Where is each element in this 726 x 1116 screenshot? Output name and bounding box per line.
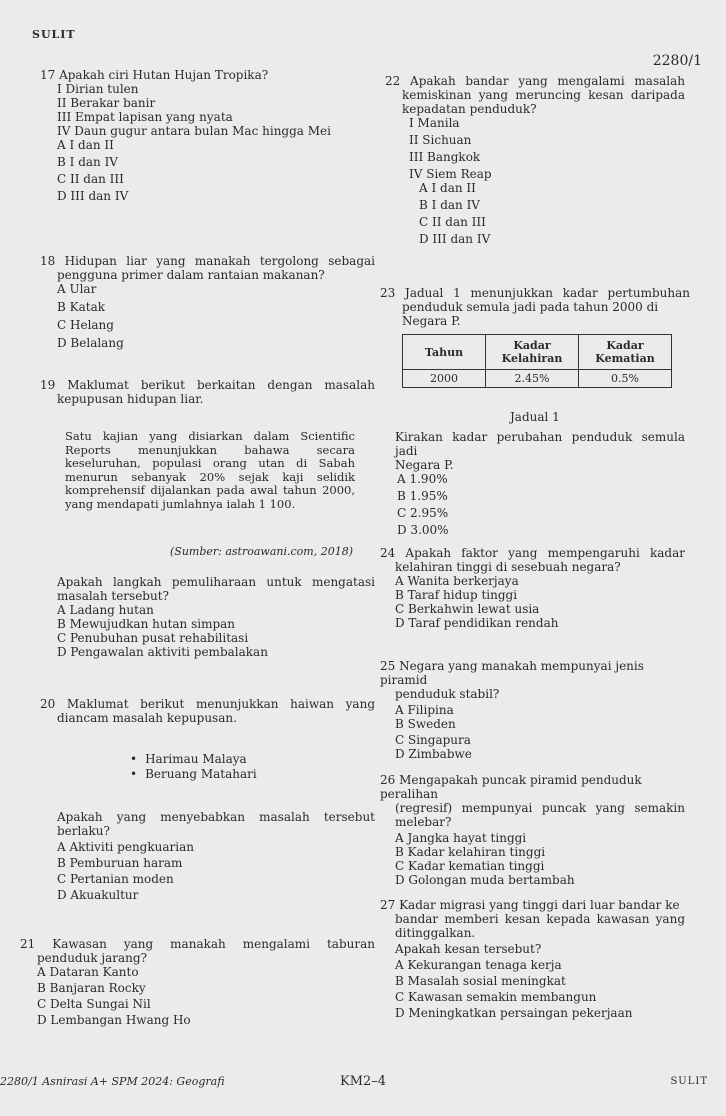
option-a[interactable]: A Ular	[57, 282, 97, 296]
question-20	[40, 697, 375, 725]
option-b[interactable]: B Mewujudkan hutan simpan	[57, 617, 236, 631]
option-b[interactable]: B Katak	[57, 300, 105, 314]
stem-line: Apakah yang menyebabkan masalah tersebut	[57, 810, 375, 824]
question-20-stem	[57, 810, 375, 902]
option-a[interactable]: A 1.90%	[397, 472, 448, 486]
option-a[interactable]: A Aktiviti pengkuarian	[57, 840, 194, 854]
question-26-title: 26 Mengapakah puncak piramid penduduk peralihan	[380, 773, 642, 801]
option-d[interactable]: D Akuakultur	[57, 888, 139, 902]
bullet-item: • Harimau Malaya	[130, 752, 270, 767]
question-20-title-cont: diancam masalah kepupusan.	[57, 711, 237, 725]
item: III Empat lapisan yang nyata	[57, 110, 233, 124]
question-19	[40, 378, 375, 406]
question-21-title-cont: penduduk jarang?	[37, 951, 148, 965]
option-d[interactable]: D Meningkatkan persaingan pekerjaan	[395, 1006, 633, 1020]
info-line: yang mendapati jumlahnya ialah 1 100.	[65, 496, 296, 511]
option-b[interactable]: B Banjaran Rocky	[37, 981, 146, 995]
option-d[interactable]: D Zimbabwe	[395, 747, 472, 761]
bullet-item: • Beruang Matahari	[130, 767, 270, 782]
option-c[interactable]: C Kadar kematian tinggi	[395, 859, 545, 873]
option-c[interactable]: C 2.95%	[397, 506, 449, 520]
jadual-1-table	[402, 334, 672, 388]
option-c[interactable]: C Kawasan semakin membangun	[395, 990, 597, 1004]
question-22-title: 22 Apakah bandar yang mengalami masalah	[385, 74, 685, 88]
item: IV Daun gugur antara bulan Mac hingga Mei	[57, 124, 331, 138]
footer-page-code: KM2–4	[340, 1074, 387, 1089]
option-d[interactable]: D Golongan muda bertambah	[395, 873, 575, 887]
animal-list	[130, 752, 270, 782]
question-27-title-cont: bandar memberi kesan kepada kawasan yang	[395, 912, 685, 926]
item: III Bangkok	[409, 150, 481, 164]
question-26-title-cont: melebar?	[395, 815, 452, 829]
item: IV Siem Reap	[409, 167, 492, 181]
option-d[interactable]: D Belalang	[57, 336, 124, 350]
question-19-title: 19 Maklumat berikut berkaitan dengan masalah	[40, 378, 375, 392]
option-c[interactable]: C Singapura	[395, 733, 471, 747]
option-c[interactable]: C Penubuhan pusat rehabilitasi	[57, 631, 249, 645]
stem-line: masalah tersebut?	[57, 589, 169, 603]
info-line: Satu kajian yang disiarkan dalam Scientific	[65, 429, 355, 443]
info-line: keseluruhan, populasi orang utan di Sabah	[65, 456, 355, 470]
option-a[interactable]: A Dataran Kanto	[37, 965, 139, 979]
option-c[interactable]: C Helang	[57, 318, 114, 332]
question-26-title-cont: (regresif) mempunyai puncak yang semakin	[395, 801, 685, 815]
option-c[interactable]: C Berkahwin lewat usia	[395, 602, 540, 616]
info-line: Reports menunjukkan bahawa secara	[65, 442, 355, 457]
question-24-title: 24 Apakah faktor yang mempengaruhi kadar	[380, 546, 685, 560]
cell: 0.5%	[579, 370, 672, 388]
option-c[interactable]: C Delta Sungai Nil	[37, 997, 151, 1011]
item: I Manila	[409, 116, 460, 130]
info-line: menurun sebanyak 20% sejak kaji selidik	[65, 469, 355, 484]
question-25-title-cont: penduduk stabil?	[395, 687, 500, 701]
stem-line: Kirakan kadar perubahan penduduk semula jadi	[395, 430, 685, 458]
question-27-title-cont: ditinggalkan.	[395, 926, 476, 940]
question-26	[380, 773, 685, 887]
question-19-title-cont: kepupusan hidupan liar.	[57, 392, 204, 406]
question-22	[385, 74, 685, 246]
question-22-title-cont: kemiskinan yang meruncing kesan daripada	[402, 88, 685, 102]
question-24-title-cont: kelahiran tinggi di sesebuah negara?	[395, 560, 621, 574]
item: II Berakar banir	[57, 96, 156, 110]
option-a[interactable]: A Ladang hutan	[57, 603, 154, 617]
option-b[interactable]: B Masalah sosial meningkat	[395, 974, 566, 988]
question-25-title: 25 Negara yang manakah mempunyai jenis piramid	[380, 659, 644, 687]
option-b[interactable]: B Kadar kelahiran tinggi	[395, 845, 546, 859]
col-header-tahun: Tahun	[403, 335, 486, 370]
option-d[interactable]: D Lembangan Hwang Ho	[37, 1013, 191, 1027]
option-a[interactable]: A Jangka hayat tinggi	[395, 831, 527, 845]
option-a[interactable]: A I dan II	[57, 138, 114, 152]
option-d[interactable]: D III dan IV	[57, 189, 129, 203]
stem-line: Negara P.	[395, 458, 454, 472]
question-23-title-cont: penduduk semula jadi pada tahun 2000 di Negara P.	[402, 300, 659, 328]
option-b[interactable]: B Sweden	[395, 717, 456, 731]
option-b[interactable]: B Taraf hidup tinggi	[395, 588, 518, 602]
option-d[interactable]: D Taraf pendidikan rendah	[395, 616, 559, 630]
footer-right: SULIT	[670, 1076, 708, 1087]
stem-line: Apakah langkah pemuliharaan untuk mengatasi	[57, 575, 375, 589]
option-c[interactable]: C Pertanian moden	[57, 872, 174, 886]
question-27	[380, 898, 685, 1020]
footer-left: 2280/1 Asnirasi A+ SPM 2024: Geografi	[0, 1075, 225, 1088]
option-b[interactable]: B I dan IV	[419, 198, 480, 212]
question-23-stem	[395, 430, 685, 537]
question-27-stem: Apakah kesan tersebut?	[395, 942, 542, 956]
question-23	[380, 286, 690, 328]
option-c[interactable]: C II dan III	[419, 215, 486, 229]
table-row	[403, 370, 672, 388]
question-18	[40, 254, 375, 350]
item: I Dirian tulen	[57, 82, 139, 96]
question-25	[380, 659, 685, 761]
question-27-title: 27 Kadar migrasi yang tinggi dari luar bandar ke	[380, 898, 680, 912]
question-22-title-cont: kepadatan penduduk?	[402, 102, 537, 116]
question-19-stem	[57, 575, 375, 659]
cell: 2000	[403, 370, 486, 388]
option-d[interactable]: D III dan IV	[419, 232, 491, 246]
question-21	[20, 937, 375, 1027]
option-d[interactable]: D Pengawalan aktiviti pembalakan	[57, 645, 268, 659]
question-21-title: 21 Kawasan yang manakah mengalami taburan	[20, 937, 375, 951]
question-17-title: 17 Apakah ciri Hutan Hujan Tropika?	[40, 68, 269, 82]
option-a[interactable]: A I dan II	[419, 181, 476, 195]
info-box	[65, 430, 355, 511]
info-line: komprehensif dijalankan pada awal tahun 2000,	[65, 483, 355, 497]
option-b[interactable]: B I dan IV	[57, 155, 118, 169]
question-18-title-cont: pengguna primer dalam rantaian makanan?	[57, 268, 325, 282]
question-17	[40, 68, 375, 203]
cell: 2.45%	[486, 370, 579, 388]
header-sulit: SULIT	[32, 28, 76, 41]
paper-code: 2280/1	[652, 53, 702, 69]
stem-line: berlaku?	[57, 824, 110, 838]
option-a[interactable]: A Wanita berkerjaya	[395, 574, 519, 588]
question-23-title: 23 Jadual 1 menunjukkan kadar pertumbuhan	[380, 286, 690, 300]
option-c[interactable]: C II dan III	[57, 172, 124, 186]
question-24	[380, 546, 685, 630]
question-18-title: 18 Hidupan liar yang manakah tergolong sebagai	[40, 254, 375, 268]
option-b[interactable]: B Pemburuan haram	[57, 856, 183, 870]
option-d[interactable]: D 3.00%	[397, 523, 449, 537]
option-a[interactable]: A Kekurangan tenaga kerja	[395, 958, 562, 972]
col-header-kelahiran: Kadar Kelahiran	[486, 335, 579, 370]
col-header-kematian: Kadar Kematian	[579, 335, 672, 370]
question-20-title: 20 Maklumat berikut menunjukkan haiwan yang	[40, 697, 375, 711]
item: II Sichuan	[409, 133, 472, 147]
table-caption: Jadual 1	[510, 410, 560, 424]
option-a[interactable]: A Filipina	[395, 703, 454, 717]
option-b[interactable]: B 1.95%	[397, 489, 448, 503]
source-citation: (Sumber: astroawani.com, 2018)	[170, 545, 353, 558]
